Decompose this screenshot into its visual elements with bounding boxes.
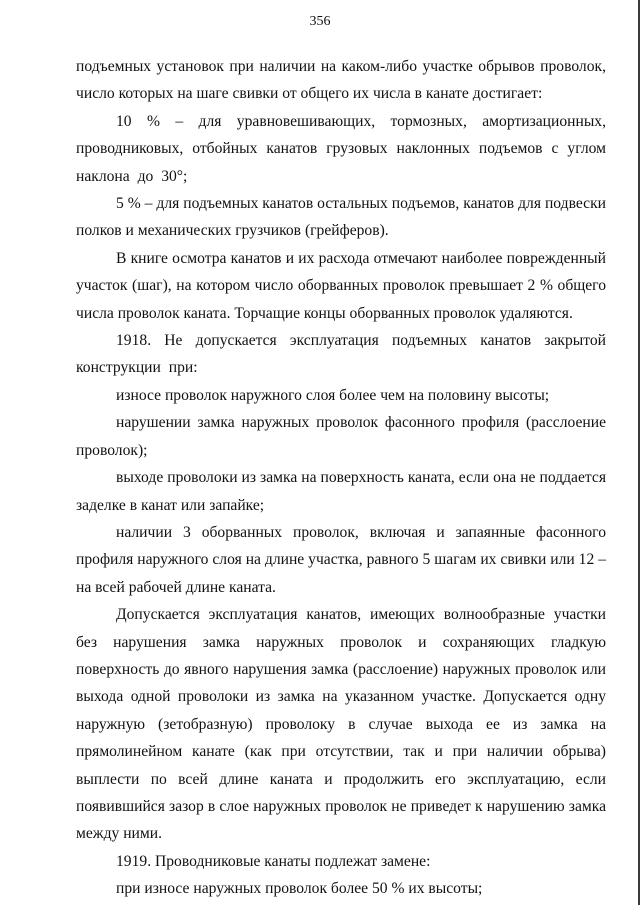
list-item-lock-violation: нарушении замка наружных проволок фасонного профиля (расслоение проволок); xyxy=(76,414,606,459)
paragraph-1919: 1919. Проводниковые канаты подлежат замене: xyxy=(116,852,431,870)
list-item-wire-exit: выходе проволоки из замка на поверхность каната, если она не поддается заделке в канат или запайке; xyxy=(76,469,606,514)
paragraph-allowed-operation: Допускается эксплуатация канатов, имеющих волнообразные участки без нарушения замка наружных проволок и сохраняющих гладкую поверхность до явного нарушения замка (расслоение) наружных проволок или выхода одной проволоки из замка на указанном участке. Допускается одну наружную (зетобразную) проволоку в случае выхода ее из замка на прямолинейном канате (как при отсутствии, так и при наличии обрыва) выплести по всей длине каната и продолжить его эксплуатацию, если появившийся зазор в слое наружных проволок не приведет к нарушению замка между ними. xyxy=(76,606,606,843)
list-item-broken-wires: наличии 3 оборванных проволок, включая и запаянные фасонного профиля наружного слоя на длине участка, равного 5 шагам их свивки или 12 – на всей рабочей длине каната. xyxy=(76,523,606,596)
document-body xyxy=(76,53,606,903)
paragraph-1918: 1918. Не допускается эксплуатация подъемных канатов закрытой конструкции при: xyxy=(76,332,606,377)
paragraph-inspection-book: В книге осмотра канатов и их расхода отмечают наиболее поврежденный участок (шаг), на котором число оборванных проволок превышает 2 % общего числа проволок каната. Торчащие концы оборванных проволок удаляются. xyxy=(76,249,606,322)
list-item-wear: износе проволок наружного слоя более чем на половину высоты; xyxy=(116,386,550,404)
paragraph-5-percent: 5 % – для подъемных канатов остальных подъемов, канатов для подвески полков и механических грузчиков (грейферов). xyxy=(76,195,606,240)
paragraph-10-percent: 10 % – для уравновешивающих, тормозных, амортизационных, проводниковых, отбойных канатов грузовых наклонных подъемов с углом наклона до 30°; xyxy=(76,112,606,185)
list-item-guide-rope-wear: при износе наружных проволок более 50 % их высоты; xyxy=(116,880,483,898)
page-number: 356 xyxy=(309,14,331,29)
paragraph-continuation: подъемных установок при наличии на каком-либо участке обрывов проволок, число которых на шаге свивки от общего их числа в канате достигает: xyxy=(76,58,606,103)
